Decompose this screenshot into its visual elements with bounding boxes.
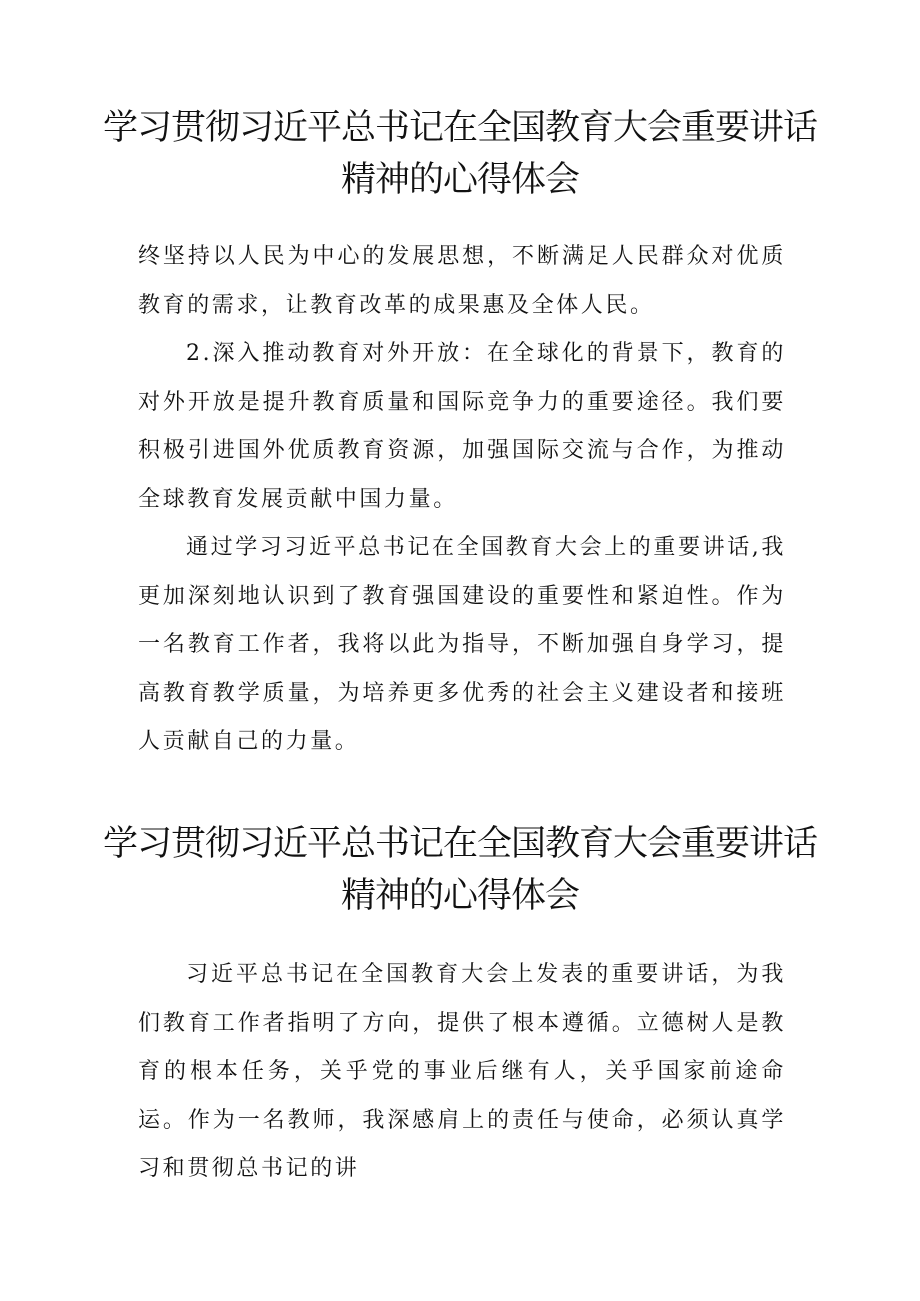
paragraph-intro: 习近平总书记在全国教育大会上发表的重要讲话，为我们教育工作者指明了方向，提供了根本遵循。立德树人是教育的根本任务，关乎党的事业后继有人，关乎国家前途命运。作为一名教师，我深感肩上的责任与使命，必须认真学习和贯彻总书记的讲 bbox=[138, 962, 786, 1181]
paragraph-continued: 终坚持以人民为中心的发展思想，不断满足人民群众对优质教育的需求，让教育改革的成果惠及全体人民。 bbox=[138, 244, 786, 318]
page-title: 学习贯彻习近平总书记在全国教育大会重要讲话精神的心得体会 bbox=[102, 108, 817, 200]
paragraph-conclusion: 通过学习习近平总书记在全国教育大会上的重要讲话,我更加深刻地认识到了教育强国建设的重要性和紧迫性。作为一名教育工作者，我将以此为指导，不断加强自身学习，提高教育教学质量，为培养更多优秀的社会主义建设者和接班人贡献自己的力量。 bbox=[138, 535, 786, 754]
section-2-body bbox=[138, 951, 786, 1194]
section-2-title: 学习贯彻习近平总书记在全国教育大会重要讲话精神的心得体会 bbox=[102, 824, 817, 916]
paragraph-item-2: 2.深入推动教育对外开放：在全球化的背景下，教育的对外开放是提升教育质量和国际竞争力的重要途径。我们要积极引进国外优质教育资源，加强国际交流与合作，为推动全球教育发展贡献中国力量。 bbox=[138, 341, 786, 512]
section-1-body bbox=[138, 233, 786, 767]
